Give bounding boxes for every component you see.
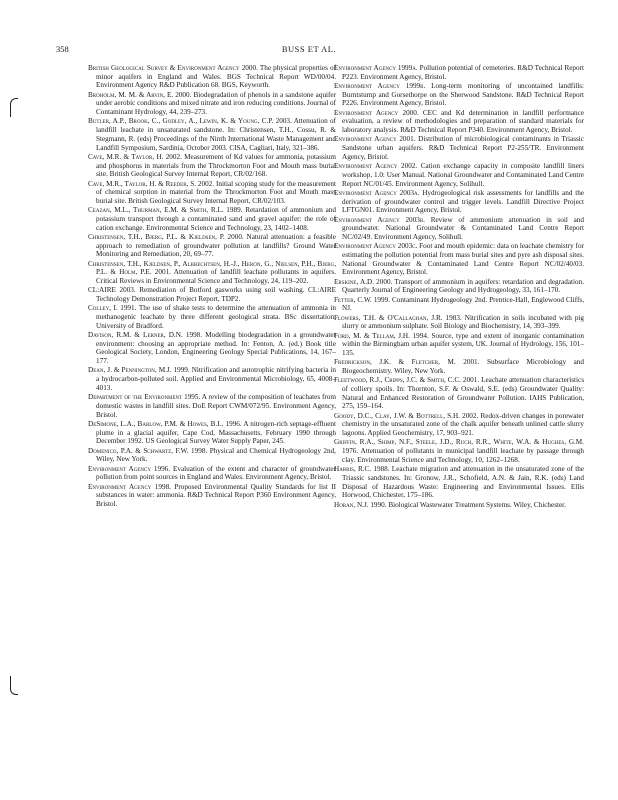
reference-text: Transport of ammonium in aquifers: retardation and degradation. Quarterly Journal of Engineering Geology and Hydrogeology, 33, 161–170.: [342, 277, 584, 295]
reference-column-right: [334, 64, 584, 510]
reference-authors: Broholm, M. M. & Arvin, E. 2000.: [88, 90, 192, 99]
reference-entry: [88, 180, 336, 206]
page-number: 358: [56, 44, 69, 54]
reference-text: Retardation of ammonium and potassium transport through a contaminated sand and gravel aquifer: the role of cation exchange. Environmental Science and Technology, 23, 1402–1408.: [96, 206, 336, 232]
reference-authors: Butler, A.P., Brook, C., Godley, A., Lewin, K. & Young, C.P. 2003.: [88, 117, 292, 126]
reference-authors: Environment Agency 2002.: [334, 162, 418, 171]
reference-entry: [88, 465, 336, 482]
reference-entry: [334, 501, 584, 510]
reference-entry: [334, 189, 584, 215]
reference-authors: Environment Agency 2003a.: [334, 188, 420, 197]
reference-entry: [334, 438, 584, 464]
reference-entry: [88, 260, 336, 286]
reference-entry: [88, 286, 336, 303]
reference-text: Leachate migration and attenuation in the unsaturated zone of the Triassic sandstones. In: Gronow, J.R., Schofield, A.N. & Jain, R.K. (eds) Land Disposal of Hazardous Waste: Engineering and Environmental Issues. Ellis Horwood, Chichester, 175–186.: [342, 465, 584, 500]
reference-entry: [88, 393, 336, 419]
crop-mark-bottom: [10, 676, 18, 695]
reference-authors: Griffin, R.A., Shimp, N.F., Steele, J.D., Ruch, R.R., White, W.A. & Hughes, G.M. 1976.: [334, 438, 584, 456]
reference-entry: [334, 242, 584, 277]
reference-text: A review of the composition of leachates from domestic wastes in landfill sites. DoE Report CWM/072/95. Environment Agency, Bristol.: [96, 393, 336, 419]
reference-entry: [334, 314, 584, 331]
reference-entry: [88, 153, 336, 179]
reference-text: Pollution potential of cemeteries. R&D Technical Report P223. Environment Agency, Bristol.: [342, 64, 585, 81]
reference-entry: [88, 366, 336, 392]
reference-entry: [334, 82, 584, 108]
reference-entry: [334, 332, 584, 358]
reference-text: Review of ammonium attenuation in soil and groundwater. National Groundwater & Contaminated Land Centre Report NC/02/49. Environment Agency, Solihull.: [342, 215, 584, 241]
reference-authors: Christensen, T.H., Bjerg, P.L. & Kjeldsen, P. 2000.: [88, 232, 244, 241]
reference-text: Hydrogeological risk assessments for landfills and the derivation of groundwater control and trigger levels. Landfill Directive Project LFTGN01. Environment Agency, Bristol.: [342, 188, 585, 215]
reference-authors: CL:AIRE 2003.: [88, 286, 136, 295]
reference-authors: Davison, R.M. & Lerner, D.N. 1998.: [88, 331, 203, 340]
reference-entry: [334, 296, 584, 313]
reference-entry: [88, 331, 336, 366]
reference-text: Biodegradation of phenols in a sandstone aquifer under aerobic conditions and mixed nitrate and iron reducing conditions. Journal of Contaminant Hydrology, 44, 239–273.: [96, 90, 337, 117]
reference-entry: [88, 64, 336, 90]
reference-authors: Fleetwood, R.J., Cripps, J.C. & Smith, C.C. 2001.: [334, 376, 480, 385]
reference-text: Long-term monitoring of uncontained landfills: Burntstump and Gorsethorpe on the Sherwood Sandstone. R&D Technical Report P226. Environment Agency, Bristol.: [342, 82, 584, 108]
reference-text: Attenuation of landfill leachate in unsaturated sandstone. In: Christensen, T.H., Cossu, R. & Stegmann, R. (eds) Proceedings of the Ninth International Waste Management and Landfill Symposium, Sardinia, October 2003. CISA, Cagliari, Italy, 321–386.: [96, 117, 336, 152]
reference-entry: [88, 447, 336, 464]
reference-entry: [334, 358, 584, 375]
reference-text: Physical and Chemical Hydrogeology 2nd, Wiley, New York.: [96, 446, 336, 464]
reference-text: Measurement of Kd values for ammonia, potassium and phosphorus in materials from the Throckmorton Foot and Mouth mass burial site. British Geological Survey Internal Report, CR/02/168.: [96, 152, 337, 179]
reference-entry: [88, 117, 336, 152]
reference-text: The use of shake tests to determine the attenuation of ammonia in methanogenic leachate by three different geological strata. BSc dissertation, University of Bradford.: [96, 304, 336, 330]
page-header: [56, 44, 562, 56]
reference-authors: Environment Agency 1996.: [88, 464, 171, 473]
reference-column-left: [88, 64, 336, 509]
reference-text: Proposed Environmental Quality Standards for list II substances in water: ammonia. R&D Technical Report P360 Environment Agency, Bristol.: [96, 482, 336, 508]
reference-entry: [88, 304, 336, 330]
reference-authors: Fetter, C.W. 1999.: [334, 295, 390, 304]
reference-authors: Cave, M.R., Taylor, H. & Reeder, S. 2002.: [88, 179, 215, 188]
reference-authors: Flowers, T.H. & O'Callaghan, J.R. 1983.: [334, 313, 462, 322]
reference-entry: [88, 233, 336, 259]
reference-authors: Domenico, P.A. & Schwartz, F.W. 1998.: [88, 446, 208, 455]
reference-entry: [334, 135, 584, 161]
reference-text: Evaluation of the extent and character of groundwater pollution from point sources in England and Wales. Environment Agency, Bristol.: [96, 464, 337, 482]
reference-authors: Fredrickson, J.K. & Fletcher, M. 2001.: [334, 358, 480, 367]
reference-authors: British Geological Survey & Environment Agency 2000.: [88, 64, 258, 72]
reference-text: Attenuation of landfill leachate pollutants in aquifers. Critical Reviews in Environmental Science and Technology, 24, 119–202.: [96, 268, 336, 286]
reference-authors: Environment Agency 1999a.: [334, 64, 418, 72]
reference-entry: [334, 162, 584, 188]
reference-authors: Dean, J. & Pennington, M.J. 1999.: [88, 366, 190, 375]
reference-text: Contaminant Hydrogeology 2nd. Prentice-Hall, Englewood Cliffs, NJ.: [342, 295, 585, 313]
reference-entry: [334, 465, 584, 500]
reference-entry: [88, 483, 336, 509]
reference-authors: Erskine, A.D. 2000.: [334, 277, 393, 286]
reference-text: Biological Wastewater Treatment Systems. Wiley, Chichester.: [386, 500, 566, 509]
reference-text: Foot and mouth epidemic: data on leachate chemistry for estimating the pollution potential from mass burial sites and pyre ash disposal sites. National Groundwater & Contaminated Land Centre Report NC/02/40/03. Environment Agency, Bristol.: [342, 242, 584, 277]
reference-authors: Ceazan, M.L., Thurman, E.M. & Smith, R.L. 1989.: [88, 206, 243, 215]
reference-text: Initial scoping study for the measurement of chemical sorption in material from the Throckmorton Foot and Mouth mass burial site. British Geological Survey Internal Report, CR/02/103.: [96, 179, 337, 205]
reference-text: Leachate attenuation characteristics of colliery spoils. In: Thornton, S.F. & Oswald, S.E. (eds) Groundwater Quality: Natural and Enhanced Restoration of Groundwater Pollution. IAHS Publication, 275, 159–164.: [342, 376, 584, 411]
reference-text: Distribution of microbiological contaminants in Triassic Sandstone urban aquifers. R&D Technical Report P2-255/TR. Environment Agency, Bristol.: [342, 135, 584, 161]
reference-entry: [334, 412, 584, 438]
reference-text: Remediation of Botford gasworks using soil washing. CL:AIRE Technology Demonstration Project Report, TDP2.: [96, 286, 337, 304]
reference-authors: Goody, D.C., Clay, J.W. & Bottrell, S.H. 2002.: [334, 411, 479, 420]
reference-text: The physical properties of minor aquifers in England and Wales. BGS Technical Report WD/00/04. Environment Agency R&D Publication 68. BGS, Keyworth.: [96, 64, 337, 90]
reference-authors: Department of the Environment 1995.: [88, 393, 201, 402]
reference-authors: Environment Agency 2001.: [334, 135, 416, 144]
reference-authors: DeSimone, L.A., Barlow, P.M. & Howes, B.L. 1996.: [88, 419, 242, 428]
reference-entry: [88, 420, 336, 446]
reference-text: Modelling biodegradation in a groundwater environment: choosing an appropriate method. In: Fenton, A. (ed.) Book title Geological Society, London, Engineering Geology Special Publications, 14, 167–177.: [96, 331, 336, 366]
reference-text: Attenuation of pollutants in municipal landfill leachate by passage through clay. Environmental Science and Technology, 10, 1262–1268.: [342, 447, 584, 464]
reference-authors: Environment Agency 2000.: [334, 108, 419, 117]
reference-authors: Environment Agency 1998.: [88, 482, 171, 491]
reference-entry: [334, 64, 584, 81]
reference-authors: Environment Agency 2003b.: [334, 215, 425, 224]
reference-authors: Environment Agency 1999b.: [334, 82, 426, 90]
reference-text: Source, type and extent of inorganic contamination within the Birmingham urban aquifer system, UK. Journal of Hydrology, 156, 101–135.: [342, 331, 584, 358]
reference-entry: [334, 278, 584, 295]
reference-text: Redox-driven changes in porewater chemistry in the unsaturated zone of the chalk aquifer beneath unlined cattle slurry lagoons. Applied Geochemistry, 17, 903–921.: [342, 411, 584, 438]
crop-mark-top: [10, 98, 18, 117]
reference-text: Natural attenuation: a feasible approach to remediation of groundwater pollution at landfills? Ground Water Monitoring and Remediation, 20, 69–77.: [96, 232, 336, 259]
reference-entry: [334, 216, 584, 242]
reference-authors: Colley, I. 1991.: [88, 304, 137, 313]
reference-authors: Harris, R.C. 1988.: [334, 465, 390, 474]
reference-entry: [334, 376, 584, 411]
running-title: BUSS ET AL.: [281, 44, 337, 54]
reference-text: Cation exchange capacity in composite landfill liners workshop, 1.0: User Manual. National Groundwater and Contaminated Land Centre Report NC/01/45. Environment Agency, Solihull.: [342, 162, 584, 188]
reference-text: Subsurface Microbiology and Biogeochemistry. Wiley, New York.: [342, 358, 584, 376]
reference-authors: Horan, N.J. 1990.: [334, 500, 387, 509]
reference-entry: [88, 206, 336, 232]
reference-entry: [88, 91, 336, 117]
reference-entry: [334, 109, 584, 135]
reference-authors: Cave, M.R. & Taylor, H. 2002.: [88, 152, 182, 161]
reference-text: CEC and Kd determination in landfill performance evaluation, a review of methodologies and preparation of standard materials for laboratory analysis. R&D Technical Report P340. Environment Agency, Bristol.: [342, 108, 584, 135]
reference-authors: Ford, M. & Tellam, J.H. 1994.: [334, 331, 429, 340]
reference-authors: Environment Agency 2003c.: [334, 242, 418, 251]
reference-text: Nitrification in soils incubated with pig slurry or ammonium sulphate. Soil Biology and Biochemistry, 14, 393–399.: [342, 313, 585, 331]
reference-text: Nitrification and autotrophic nitrifying bacteria in a hydrocarbon-polluted soil. Applied and Environmental Microbiology, 65, 4008–4013.: [96, 366, 337, 392]
reference-authors: Christensen, T.H., Kjeldsen, P., Albrechtsen, H.-J., Heron, G., Nielsen, P.H., Bjerg, P.L. & Holm, P.E. 2001.: [88, 259, 336, 277]
reference-text: A nitrogen-rich septage-effluent plume in a glacial aquifer, Cape Cod, Massachusetts, February 1990 through December 1992. US Geological Survey Water Supply Paper, 245.: [96, 419, 336, 446]
